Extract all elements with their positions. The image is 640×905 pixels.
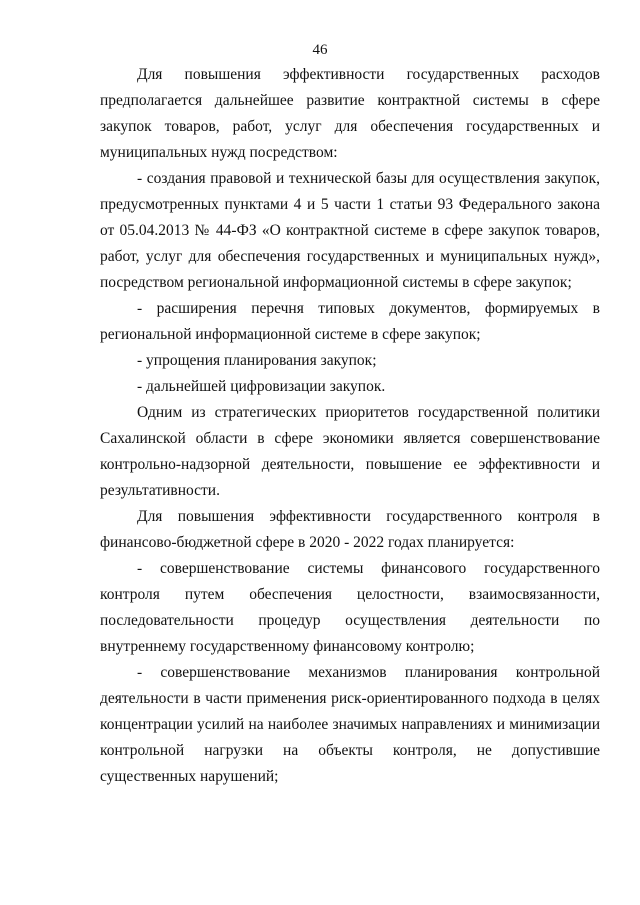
paragraph-control-plans: Для повышения эффективности государственного контроля в финансово-бюджетной сфере в 2020 - 2022 годах планируется: xyxy=(100,508,600,551)
page-number: 46 xyxy=(312,42,328,58)
list-item-planning: - упрощения планирования закупок; xyxy=(137,352,377,369)
list-item-typical-documents: - расширения перечня типовых документов, формируемых в региональной информационной системе в сфере закупок; xyxy=(100,300,600,343)
paragraph-control-priority: Одним из стратегических приоритетов государственной политики Сахалинской области в сфере экономики является совершенствование контрольно-надзорной деятельности, повышение ее эффективности и результативности. xyxy=(100,404,600,499)
list-item-control-system: - совершенствование системы финансового государственного контроля путем обеспечения целостности, взаимосвязанности, последовательности процедур осуществления деятельности по внутреннему государственному финансовому контролю; xyxy=(100,560,600,655)
list-item-digitalization: - дальнейшей цифровизации закупок. xyxy=(137,378,386,395)
paragraph-procurement-intro: Для повышения эффективности государственных расходов предполагается дальнейшее развитие контрактной системы в сфере закупок товаров, работ, услуг для обеспечения государственных и муниципальных нужд посредством: xyxy=(100,66,600,161)
body-text xyxy=(100,62,600,790)
list-item-legal-base: - создания правовой и технической базы для осуществления закупок, предусмотренных пунктами 4 и 5 части 1 статьи 93 Федерального закона от 05.04.2013 № 44-ФЗ «О контрактной системе в сфере закупок товаров, работ, услуг для обеспечения государственных и муниципальных нужд», посредством региональной информационной системы в сфере закупок; xyxy=(100,170,600,291)
list-item-planning-mechanisms: - совершенствование механизмов планирования контрольной деятельности в части применения риск-ориентированного подхода в целях концентрации усилий на наиболее значимых направлениях и минимизации контрольной нагрузки на объекты контроля, не допустившие существенных нарушений; xyxy=(100,664,600,785)
